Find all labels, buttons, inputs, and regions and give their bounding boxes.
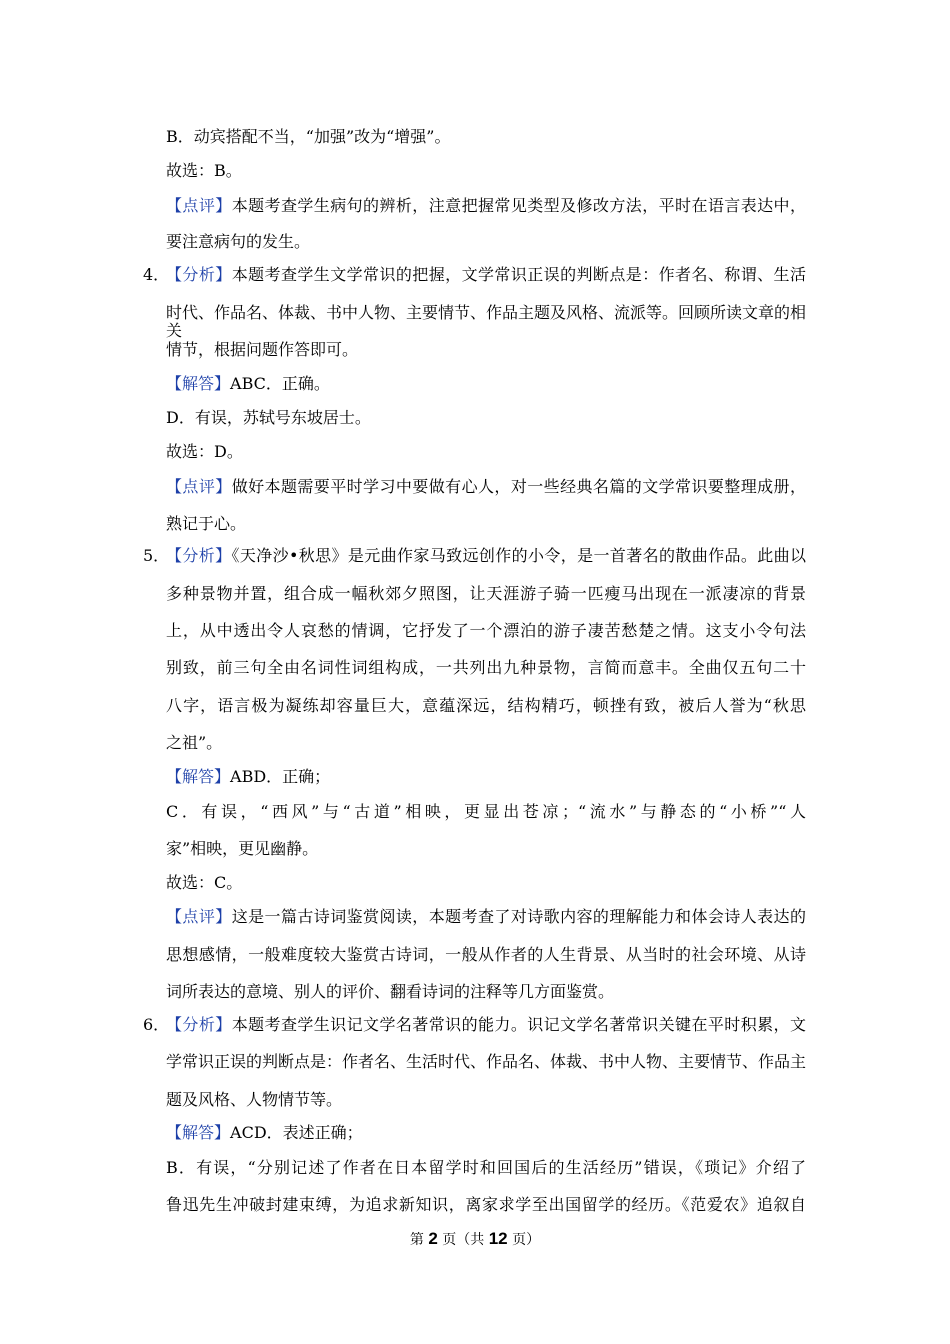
q5-analysis-line-6: 之祖”。: [166, 733, 223, 752]
q5-number: 5．: [143, 546, 170, 565]
q4-analysis-line-2: 时代、作品名、体裁、书中人物、主要情节、作品主题及风格、流派等。回顾所读文章的相关: [166, 303, 807, 340]
answer-tag: 【解答】: [166, 374, 231, 393]
q5-option-c-line-2: 家”相映，更见幽静。: [166, 839, 319, 858]
q4-number: 4．: [143, 265, 170, 284]
q4-answer: 【解答】ABC．正确。: [166, 374, 330, 393]
q6-option-b-line-1: B．有误，“分别记述了作者在日本留学时和回国后的生活经历”错误，《琐记》介绍了: [166, 1158, 806, 1177]
q5-comment-line-3: 词所表达的意境、别人的评价、翻看诗词的注释等几方面鉴赏。: [166, 982, 615, 1001]
analysis-tag: 【分析】: [166, 546, 232, 565]
q4-analysis-line-1: 【分析】本题考查学生文学常识的把握，文学常识正误的判断点是：作者名、称谓、生活: [166, 265, 806, 284]
q6-analysis-line-2: 学常识正误的判断点是：作者名、生活时代、作品名、体裁、书中人物、主要情节、作品主: [166, 1052, 807, 1071]
q4-analysis-line-3: 情节，根据问题作答即可。: [166, 340, 359, 359]
analysis-tag: 【分析】: [166, 1015, 232, 1034]
q5-analysis-line-3: 上，从中透出令人哀愁的情调，它抒发了一个漂泊的游子凄苦愁楚之情。这支小令句法: [166, 621, 806, 640]
answer-tag: 【解答】: [166, 1123, 231, 1142]
q5-analysis-line-5: 八字，语言极为凝练却容量巨大，意蕴深远，结构精巧，顿挫有致，被后人誉为“秋思: [166, 696, 806, 715]
q5-analysis-line-4: 别致，前三句全由名词性词组构成，一共列出九种景物，言简而意丰。全曲仅五句二十: [166, 658, 806, 677]
q3-option-b: B．动宾搭配不当，“加强”改为“增强”。: [166, 127, 451, 146]
q6-option-b-line-2: 鲁迅先生冲破封建束缚，为追求新知识，离家求学至出国留学的经历。《范爱农》追叙自: [166, 1195, 806, 1214]
q4-comment-line-1: 【点评】做好本题需要平时学习中要做有心人，对一些经典名篇的文学常识要整理成册，: [166, 477, 806, 496]
total-pages: 12: [488, 1229, 508, 1248]
current-page-number: 2: [428, 1229, 438, 1248]
q4-option-d: D．有误，苏轼号东坡居士。: [166, 408, 371, 427]
analysis-tag: 【分析】: [166, 265, 232, 284]
q3-choice: 故选：B。: [166, 161, 242, 180]
q3-comment-line-1: 【点评】本题考查学生病句的辨析，注意把握常见类型及修改方法，平时在语言表达中，: [166, 196, 806, 215]
q6-answer: 【解答】ACD．表述正确；: [166, 1123, 363, 1142]
q5-analysis-line-2: 多种景物并置，组合成一幅秋郊夕照图，让天涯游子骑一匹瘦马出现在一派凄凉的背景: [166, 584, 806, 603]
q4-choice: 故选：D。: [166, 442, 243, 461]
comment-tag: 【点评】: [166, 907, 232, 926]
q5-answer: 【解答】ABD．正确；: [166, 767, 331, 786]
q5-comment-line-1: 【点评】这是一篇古诗词鉴赏阅读，本题考查了对诗歌内容的理解能力和体会诗人表达的: [166, 907, 806, 926]
q6-number: 6．: [143, 1015, 170, 1034]
q4-comment-line-2: 熟记于心。: [166, 514, 247, 533]
page-footer: 第 2 页（共 12 页）: [409, 1229, 541, 1248]
answer-tag: 【解答】: [166, 767, 231, 786]
q3-comment-line-2: 要注意病句的发生。: [166, 232, 311, 251]
q5-comment-line-2: 思想感情，一般难度较大鉴赏古诗词，一般从作者的人生背景、从当时的社会环境、从诗: [166, 945, 806, 964]
q6-analysis-line-1: 【分析】本题考查学生识记文学名著常识的能力。识记文学名著常识关键在平时积累，文: [166, 1015, 806, 1034]
q6-analysis-line-3: 题及风格、人物情节等。: [166, 1090, 343, 1109]
comment-tag: 【点评】: [166, 196, 232, 215]
q5-analysis-line-1: 【分析】《天净沙•秋思》是元曲作家马致远创作的小令，是一首著名的散曲作品。此曲以: [166, 546, 806, 565]
q5-option-c-line-1: C．有误，“西风”与“古道”相映，更显出苍凉；“流水”与静态的“小桥”“人: [166, 802, 806, 821]
comment-tag: 【点评】: [166, 477, 232, 496]
q5-choice: 故选：C。: [166, 873, 243, 892]
